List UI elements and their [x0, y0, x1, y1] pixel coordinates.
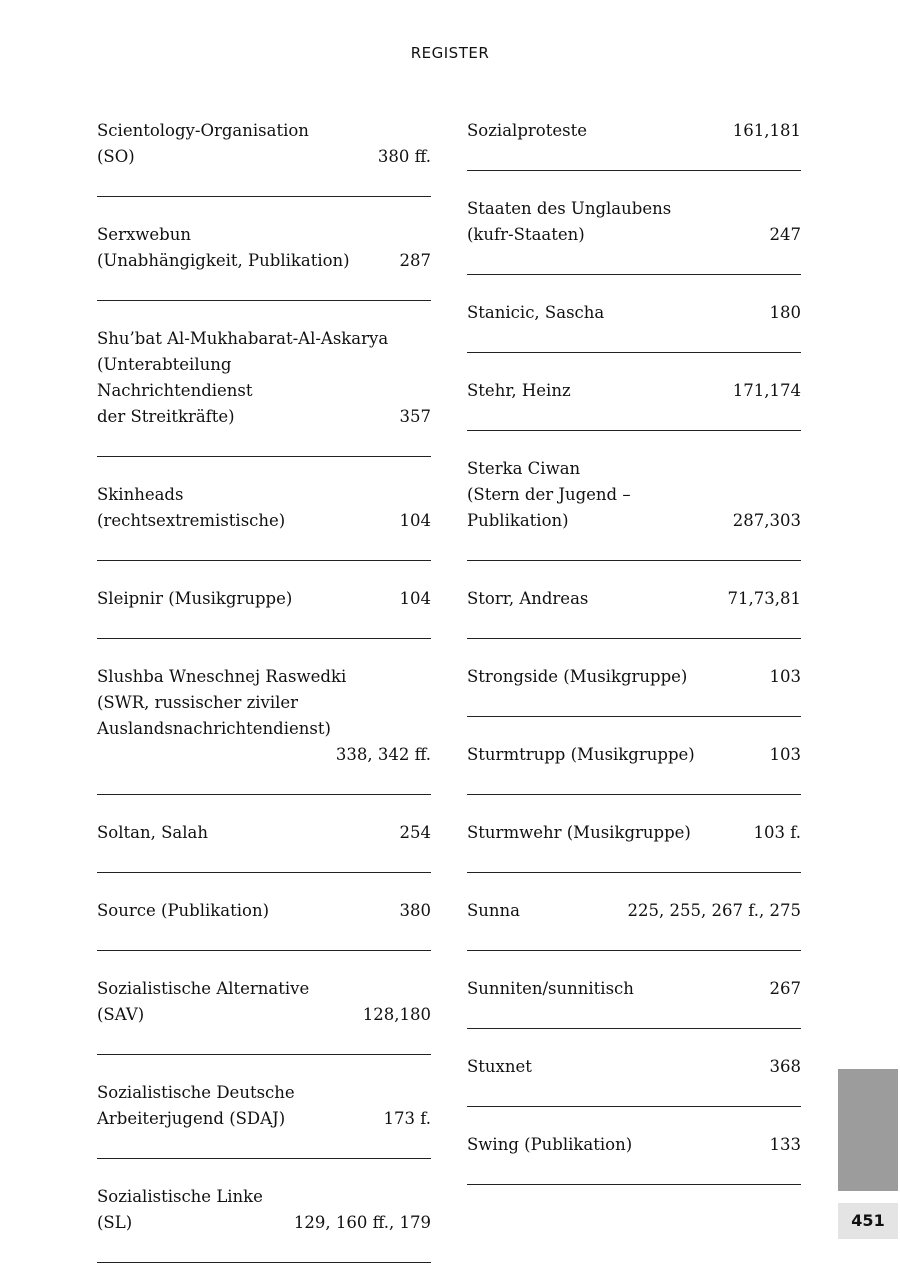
- index-entry-term: Sozialistische Alternative (SAV): [97, 979, 310, 1024]
- index-entry-term: Shu’bat Al-Mukhabarat-Al-Askarya (Unterabteilung Nachrichtendienst der Streitkräfte): [97, 329, 389, 426]
- index-entry: [97, 586, 431, 639]
- index-entry-term: Stehr, Heinz: [467, 381, 571, 400]
- index-entry-term: Sturmwehr (Musikgruppe): [467, 823, 691, 842]
- index-entry: [467, 586, 801, 639]
- index-entry-pages: 380: [399, 901, 431, 920]
- index-entry-pages: 287,303: [732, 511, 801, 530]
- index-entry-term: Scientology-Organisation (SO): [97, 121, 309, 166]
- index-entry-term: Stuxnet: [467, 1057, 532, 1076]
- index-entry-pages: 287: [399, 251, 431, 270]
- index-entry-term: Stanicic, Sascha: [467, 303, 605, 322]
- index-entry: [97, 898, 431, 951]
- index-entry: [467, 976, 801, 1029]
- index-entry: [97, 326, 431, 457]
- index-entry: [467, 664, 801, 717]
- index-entry: [467, 1132, 801, 1185]
- index-entry: [467, 300, 801, 353]
- index-entry-term: Sleipnir (Musikgruppe): [97, 589, 293, 608]
- index-entry: [97, 976, 431, 1055]
- index-entry-pages: 129, 160 ff., 179: [293, 1213, 431, 1232]
- index-entry-pages: 357: [399, 407, 431, 426]
- index-entry: [467, 1054, 801, 1107]
- index-entry-pages: 103: [769, 745, 801, 764]
- page-number: 451: [838, 1203, 898, 1239]
- index-entry-pages: 254: [399, 823, 431, 842]
- index-entry: [467, 456, 801, 561]
- index-entry-pages: 338, 342 ff.: [335, 745, 431, 764]
- index-entry-pages: 173 f.: [383, 1109, 431, 1128]
- index-entry-term: Slushba Wneschnej Raswedki (SWR, russischer ziviler Auslandsnachrichtendienst): [97, 667, 347, 738]
- index-entry-pages: 71,73,81: [727, 589, 801, 608]
- index-entry-term: Serxwebun (Unabhängigkeit, Publikation): [97, 225, 350, 270]
- index-entry-term: Sozialistische Linke (SL): [97, 1187, 263, 1232]
- index-entry-pages: 161,181: [732, 121, 801, 140]
- index-entry-term: Staaten des Unglaubens (kufr-Staaten): [467, 199, 672, 244]
- index-entry: [97, 1184, 431, 1263]
- index-entry-term: Sozialistische Deutsche Arbeiterjugend (SDAJ): [97, 1083, 295, 1128]
- index-entry-term: Swing (Publikation): [467, 1135, 633, 1154]
- index-entry-pages: 247: [769, 225, 801, 244]
- index-entry-term: Sterka Ciwan (Stern der Jugend – Publikation): [467, 459, 631, 530]
- index-entry-pages: 128,180: [362, 1005, 431, 1024]
- page-header: REGISTER: [410, 44, 490, 62]
- index-entry: [97, 820, 431, 873]
- index-entry: [467, 820, 801, 873]
- index-entry-term: Sozialproteste: [467, 121, 587, 140]
- index-entry: [467, 378, 801, 431]
- index-entry: [97, 1080, 431, 1159]
- index-entry-term: Sunniten/sunnitisch: [467, 979, 634, 998]
- index-entry-term: Sunna: [467, 901, 521, 920]
- index-entry-term: Strongside (Musikgruppe): [467, 667, 688, 686]
- index-entry-pages: 267: [769, 979, 801, 998]
- index-entry-pages: 103: [769, 667, 801, 686]
- index-entry-term: Source (Publikation): [97, 901, 270, 920]
- index-entry-pages: 368: [769, 1057, 801, 1076]
- index-entry-pages: 171,174: [732, 381, 801, 400]
- index-entry-pages: 104: [399, 511, 431, 530]
- index-entry: [97, 664, 431, 795]
- index-entry-pages: 180: [769, 303, 801, 322]
- index-entry: [467, 898, 801, 951]
- index-entry-pages: 133: [769, 1135, 801, 1154]
- index-entry: [467, 196, 801, 275]
- index-column-left: [97, 118, 431, 1288]
- index-entry: [467, 742, 801, 795]
- index-entry: [97, 222, 431, 301]
- thumb-tab: [838, 1069, 898, 1191]
- index-entry-term: Storr, Andreas: [467, 589, 589, 608]
- index-entry-term: Sturmtrupp (Musikgruppe): [467, 745, 695, 764]
- index-entry: [467, 118, 801, 171]
- index-entry-pages: 104: [399, 589, 431, 608]
- index-entry: [97, 482, 431, 561]
- index-entry-pages: 380 ff.: [377, 147, 431, 166]
- index-entry-pages: 103 f.: [753, 823, 801, 842]
- index-entry: [97, 118, 431, 197]
- index-entry-pages: 225, 255, 267 f., 275: [627, 901, 801, 920]
- index-entry-term: Soltan, Salah: [97, 823, 208, 842]
- index-column-right: [467, 118, 801, 1210]
- index-entry-term: Skinheads (rechtsextremistische): [97, 485, 286, 530]
